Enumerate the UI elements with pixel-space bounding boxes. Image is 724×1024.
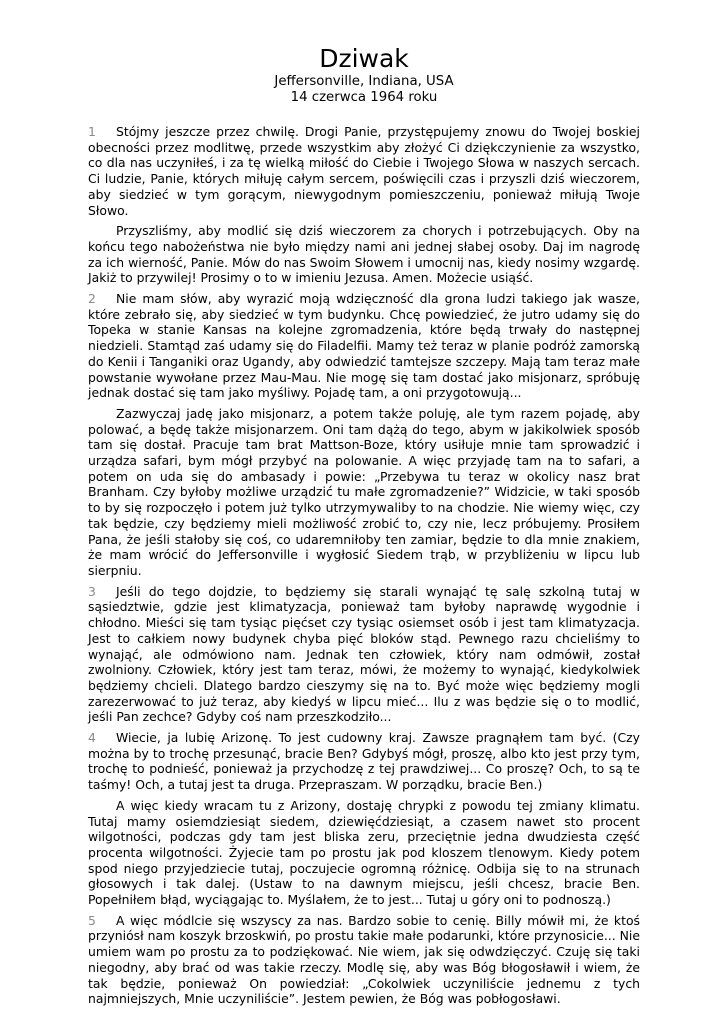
paragraph-text: Jeśli do tego dojdzie, to będziemy się starali wynająć tę salę szkolną tutaj w sąsiedztwie, gdzie jest klimatyzacja, ponieważ tam byłoby naprawdę wygodnie i chłodno. Mieści się tam tysiąc pięćset czy tysiąc osiemset osób i jest tam klimatyzacja. Jest to całkiem nowy budynek chyba pięć bloków stąd. Pewnego razu chcieliśmy to wynająć, ale odmówiono nam. Jednak ten człowiek, który nam odmówił, został zwolniony. Człowiek, który jest tam teraz, mówi, że możemy to wynająć, kiedykolwiek będziemy chcieli. Dlatego bardzo cieszymy się na to. Być może więc będziemy mogli zarezerwować to już teraz, aby kiedyś w lipcu mieć... Ilu z was będzie się o to modlić, jeśli Pan zechce? Gdyby coś nam przeszkodziło... <box>88 583 640 725</box>
paragraph <box>88 223 640 286</box>
paragraph: 1 Stójmy jeszcze przez chwilę. Drogi Panie, przystępujemy znowu do Twojej boskiej obecności przez modlitwę, przede wszystkim aby złożyć Ci dziękczynienie za wszystko, co dla nas uczyniłeś, i za tę wielką miłość do Ciebie i Twojego Słowa w naszych sercach. Ci ludzie, Panie, których miłuję całym sercem, poświęcili czas i przyszli dziś wieczorem, aby siedzieć w tym gorącym, niewygodnym pomieszczeniu, ponieważ miłują Twoje Słowo. <box>88 124 640 218</box>
paragraph: 3 Jeśli do tego dojdzie, to będziemy się starali wynająć tę salę szkolną tutaj w sąsiedztwie, gdzie jest klimatyzacja, ponieważ tam byłoby naprawdę wygodnie i chłodno. Mieści się tam tysiąc pięćset czy tysiąc osiemset osób i jest tam klimatyzacja. Jest to całkiem nowy budynek chyba pięć bloków stąd. Pewnego razu chcieliśmy to wynająć, ale odmówiono nam. Jednak ten człowiek, który nam odmówił, został zwolniony. Człowiek, który jest tam teraz, mówi, że możemy to wynająć, kiedykolwiek będziemy chcieli. Dlatego bardzo cieszymy się na to. Być może więc będziemy mogli zarezerwować to już teraz, aby kiedyś w lipcu mieć... Ilu z was będzie się o to modlić, jeśli Pan zechce? Gdyby coś nam przeszkodziło... <box>88 583 640 725</box>
sermon-location: Jeffersonville, Indiana, USA <box>274 74 454 89</box>
document-page <box>88 44 640 1012</box>
paragraph-text: Wiecie, ja lubię Arizonę. To jest cudowny kraj. Zawsze pragnąłem tam być. (Czy można by to trochę przesunąć, bracie Ben? Gdybyś mógł, proszę, albo kto jest przy tym, trochę to podnieść, ponieważ ja przychodzę z tej prawdziwej... Co proszę? Och, to są te taśmy! Och, a tutaj jest ta druga. Przepraszam. W porządku, bracie Ben.) <box>88 730 640 793</box>
document-body <box>88 124 640 1007</box>
title-block <box>88 44 640 106</box>
paragraph-text: A więc módlcie się wszyscy za nas. Bardzo sobie to cenię. Billy mówił mi, że ktoś przyniósł nam koszyk brzoskwiń, po prostu takie małe podarunki, które przynosicie... Nie umiem wam po prostu za to podziękować. Nie wiem, jak się odwdzięczyć. Czuję się taki niegodny, aby brać od was takie rzeczy. Modlę się, aby was Bóg błogosławił i wiem, że tak będzie, ponieważ On powiedział: „Cokolwiek uczyniliście jednemu z tych najmniejszych, Mnie uczyniliście”. Jestem pewien, że Bóg was pobłogosławi. <box>88 912 640 1007</box>
sermon-date: 14 czerwca 1964 roku <box>290 90 438 105</box>
paragraph <box>88 798 640 908</box>
paragraph-text: A więc kiedy wracam tu z Arizony, dostaję chrypki z powodu tej zmiany klimatu. Tutaj mamy osiemdziesiąt siedem, dziewięćdziesiąt, a czasem nawet sto procent wilgotności, podczas gdy tam jest bliska zeru, przeciętnie jedna dwudziesta część procenta wilgotności. Żyjecie tam po prostu jak pod kloszem tlenowym. Kiedy potem spod niego przyjedziecie tutaj, poczujecie ogromną różnicę. Odbija się to na strunach głosowych i tak dalej. (Ustaw to na dawnym miejscu, jeśli chcesz, bracie Ben. Popełniłem błąd, wyciągając to. Myślałem, że to jest... Tutaj u góry oni to podnoszą.) <box>88 797 640 908</box>
paragraph-text: Stójmy jeszcze przez chwilę. Drogi Panie, przystępujemy znowu do Twojej boskiej obecności przez modlitwę, przede wszystkim aby złożyć Ci dziękczynienie za wszystko, co dla nas uczyniłeś, i za tę wielką miłość do Ciebie i Twojego Słowa w naszych sercach. Ci ludzie, Panie, których miłuję całym sercem, poświęcili czas i przyszli dziś wieczorem, aby siedzieć w tym gorącym, niewygodnym pomieszczeniu, ponieważ miłują Twoje Słowo. <box>88 124 640 218</box>
paragraph: 5 A więc módlcie się wszyscy za nas. Bardzo sobie to cenię. Billy mówił mi, że ktoś przyniósł nam koszyk brzoskwiń, po prostu takie małe podarunki, które przynosicie... Nie umiem wam po prostu za to podziękować. Nie wiem, jak się odwdzięczyć. Czuję się taki niegodny, aby brać od was takie rzeczy. Modlę się, aby was Bóg błogosławił i wiem, że tak będzie, ponieważ On powiedział: „Cokolwiek uczyniliście jednemu z tych najmniejszych, Mnie uczyniliście”. Jestem pewien, że Bóg was pobłogosławi. <box>88 912 640 1007</box>
paragraph: 2 Nie mam słów, aby wyrazić moją wdzięczność dla grona ludzi takiego jak wasze, które zebrało się, aby siedzieć w tym budynku. Chcę powiedzieć, że jutro udamy się do Topeka w stanie Kansas na kolejne zgromadzenia, które będą trwały do następnej niedzieli. Stamtąd zaś udamy się do Filadelfii. Mamy też teraz w planie podróż zamorską do Kenii i Tanganiki oraz Ugandy, aby odwiedzić tamtejsze szczepy. Mają tam teraz małe powstanie wywołane przez Mau-Mau. Nie mogę się tam dostać jako misjonarz, spróbuję jednak dostać się tam jako myśliwy. Pojadę tam, a oni przygotowują... <box>88 291 640 401</box>
paragraph-text: Przyszliśmy, aby modlić się dziś wieczorem za chorych i potrzebujących. Oby na końcu tego nabożeństwa nie było między nami ani jednej słabej osoby. Daj im nagrodę za ich wierność, Panie. Mów do nas Swoim Słowem i umocnij nas, kiedy nosimy wzgardę. Jakiż to przywilej! Prosimy o to w imieniu Jezusa. Amen. Możecie usiąść. <box>88 223 640 286</box>
paragraph <box>88 406 640 579</box>
paragraph: 4 Wiecie, ja lubię Arizonę. To jest cudowny kraj. Zawsze pragnąłem tam być. (Czy można by to trochę przesunąć, bracie Ben? Gdybyś mógł, proszę, albo kto jest przy tym, trochę to podnieść, ponieważ ja przychodzę z tej prawdziwej... Co proszę? Och, to są te taśmy! Och, a tutaj jest ta druga. Przepraszam. W porządku, bracie Ben.) <box>88 730 640 793</box>
paragraph-text: Nie mam słów, aby wyrazić moją wdzięczność dla grona ludzi takiego jak wasze, które zebrało się, aby siedzieć w tym budynku. Chcę powiedzieć, że jutro udamy się do Topeka w stanie Kansas na kolejne zgromadzenia, które będą trwały do następnej niedzieli. Stamtąd zaś udamy się do Filadelfii. Mamy też teraz w planie podróż zamorską do Kenii i Tanganiki oraz Ugandy, aby odwiedzić tamtejsze szczepy. Mają tam teraz małe powstanie wywołane przez Mau-Mau. Nie mogę się tam dostać jako misjonarz, spróbuję jednak dostać się tam jako myśliwy. Pojadę tam, a oni przygotowują... <box>88 291 640 401</box>
paragraph-text: Zazwyczaj jadę jako misjonarz, a potem także poluję, ale tym razem pojadę, aby polować, a będę także misjonarzem. Oni tam dążą do tego, abym w jakikolwiek sposób tam się dostał. Pracuje tam brat Mattson-Boze, który usiłuje mnie tam sprowadzić i urządza safari, bym mógł przybyć na polowanie. A więc przyjadę tam na to safari, a potem on uda się do ambasady i powie: „Przebywa tu teraz w okolicy nasz brat Branham. Czy byłoby możliwe urządzić tu małe zgromadzenie?” Widzicie, w taki sposób to by się rozpoczęło i potem już tylko utrzymywaliby to na chodzie. Nie wiemy więc, czy tak będzie, czy będziemy mieli możliwość zrobić to, czy nie, lecz próbujemy. Prosiłem Pana, że jeśli stałoby się coś, co udaremniłoby ten zamiar, będzie to dla mnie znakiem, że mam wrócić do Jeffersonville i wygłosić Siedem trąb, w przybliżeniu w lipcu lub sierpniu. <box>88 405 640 578</box>
sermon-title: Dziwak <box>319 44 409 73</box>
